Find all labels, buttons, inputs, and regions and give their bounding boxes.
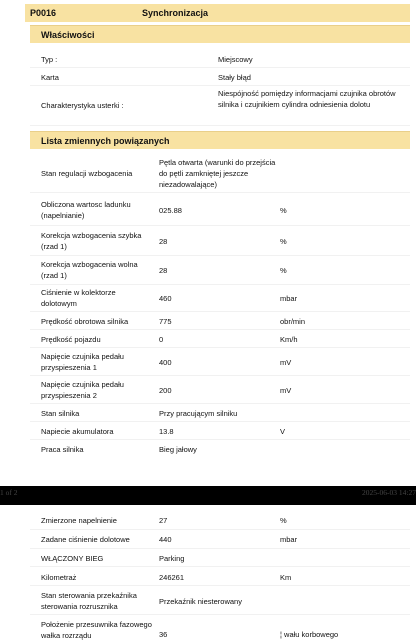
variable-label: Kilometraż: [41, 573, 77, 582]
variable-row: [30, 349, 410, 376]
variables-section-title: Lista zmiennych powiązanych: [41, 136, 170, 146]
variable-value: 28: [159, 237, 168, 246]
variable-value: 28: [159, 266, 168, 275]
variable-row: [30, 331, 410, 348]
variable-unit: %: [280, 266, 287, 275]
variable-label: Stan silnika: [41, 409, 80, 418]
variable-value: 13.8: [159, 427, 174, 436]
variable-value: Bieg jałowy: [159, 445, 197, 454]
property-value: Niespójność pomiędzy informacjami czujnika obrotów silnika i czujnikiem cylindra odniesienia dolotu: [218, 89, 396, 109]
variable-label: Prędkość obrotowa silnika: [41, 317, 129, 326]
variable-row: [30, 195, 410, 226]
variable-unit: mV: [280, 386, 292, 395]
variable-unit: mbar: [280, 535, 298, 544]
property-row: [30, 70, 410, 86]
report-page-2: [0, 505, 416, 640]
variable-row: [30, 227, 410, 256]
variable-row: [30, 285, 410, 312]
variable-unit: mV: [280, 358, 292, 367]
variable-row: [30, 405, 410, 422]
variable-value: Przy pracującym silniku: [159, 409, 238, 418]
variable-row: [30, 441, 410, 458]
variable-row: [30, 587, 410, 615]
variable-row: [30, 550, 410, 567]
variable-row: [30, 377, 410, 404]
variable-value: 246261: [159, 573, 185, 582]
variable-unit: Km: [280, 573, 292, 582]
variable-unit: ¦ wału korbowego: [280, 630, 339, 639]
variable-unit: %: [280, 237, 287, 246]
variable-label: Położenie przesuwnika fazowego wałka rozrządu: [41, 620, 152, 640]
variable-unit: Km/h: [280, 335, 298, 344]
variable-value: Pętla otwarta (warunki do przejścia do pętli zamkniętej jeszcze niezadowalające): [159, 158, 276, 189]
property-value: Stały błąd: [218, 73, 251, 82]
variable-label: Prędkość pojazdu: [41, 335, 101, 344]
variable-value: 27: [159, 516, 168, 525]
variables-section-header: [30, 131, 410, 149]
variable-row: [30, 155, 410, 193]
properties-section-title: Właściwości: [41, 30, 95, 40]
variable-value: 775: [159, 317, 172, 326]
variable-label: Zadane ciśnienie dolotowe: [41, 535, 130, 544]
variable-value: 0: [159, 335, 164, 344]
variable-label: Zmierzone napelnienie: [41, 516, 117, 525]
fault-title-bar: [25, 4, 410, 22]
variable-value: 460: [159, 294, 172, 303]
variable-unit: obr/min: [280, 317, 306, 326]
variable-value: Przekaźnik niesterowany: [159, 597, 242, 606]
variable-unit: mbar: [280, 294, 298, 303]
page-number: 1 of 2: [0, 488, 18, 497]
variable-label: Praca silnika: [41, 445, 84, 454]
property-row: [30, 52, 410, 68]
variable-row: [30, 423, 410, 440]
variable-value: 025.88: [159, 206, 182, 215]
variable-label: Stan sterowania przekaźnika sterowania rozrusznika: [41, 591, 137, 611]
variable-row: [30, 313, 410, 330]
property-label: Charakterystyka usterki :: [41, 101, 124, 110]
variable-label: Napiecie akumulatora: [41, 427, 114, 436]
variable-value: Parking: [159, 554, 185, 563]
variable-row: [30, 531, 410, 549]
variable-label: Obliczona wartosc ladunku (napelnianie): [41, 200, 131, 220]
fault-code: P0016: [30, 8, 57, 18]
property-value: Miejscowy: [218, 55, 253, 64]
variable-unit: V: [280, 427, 286, 436]
variable-value: 36: [159, 630, 168, 639]
variable-label: Stan regulacji wzbogacenia: [41, 169, 133, 178]
variable-label: Ciśnienie w kolektorze dolotowym: [41, 288, 116, 308]
variable-unit: %: [280, 206, 287, 215]
variable-row: [30, 511, 410, 530]
property-label: Typ :: [41, 55, 58, 64]
property-row: [30, 86, 410, 126]
variable-value: 440: [159, 535, 172, 544]
fault-title: Synchronizacja: [142, 8, 209, 18]
variable-value: 400: [159, 358, 172, 367]
variable-label: Korekcja wzbogacenia wolna (rzad 1): [41, 260, 138, 280]
variable-unit: %: [280, 516, 287, 525]
variable-row: [30, 256, 410, 285]
print-timestamp: 2025-06-03 14:27: [362, 488, 416, 497]
variable-label: WŁĄCZONY BIEG: [41, 554, 104, 563]
variable-label: Korekcja wzbogacenia szybka (rzad 1): [41, 231, 142, 251]
variable-label: Napięcie czujnika pedału przyspieszenia 1: [41, 352, 124, 372]
page-break: [0, 486, 416, 505]
properties-section-header: [30, 25, 410, 43]
variable-row: [30, 616, 410, 640]
variable-row: [30, 568, 410, 586]
variable-value: 200: [159, 386, 172, 395]
property-label: Karta: [41, 73, 59, 82]
variable-label: Napięcie czujnika pedału przyspieszenia 2: [41, 380, 124, 400]
